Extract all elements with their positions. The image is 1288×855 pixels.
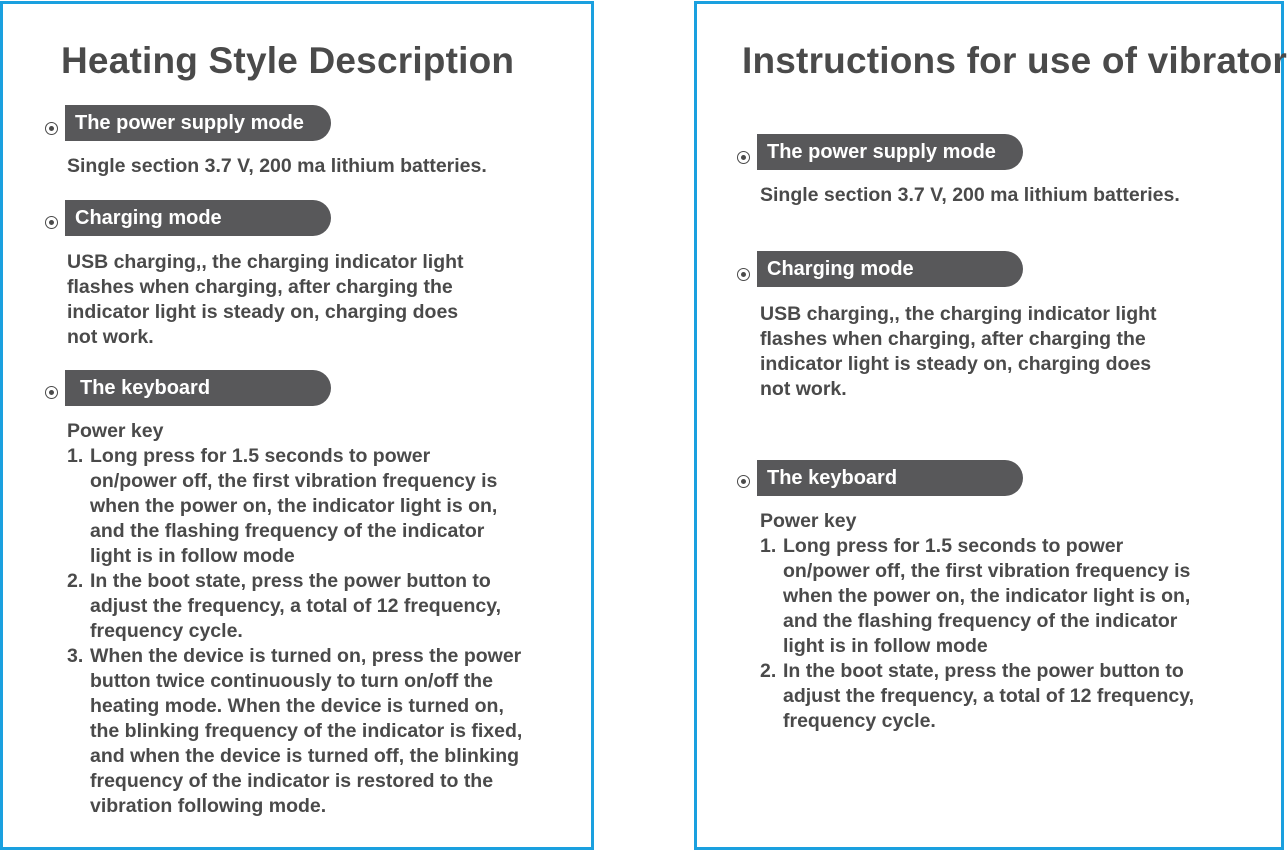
list-item: 3. When the device is turned on, press the power button twice continuously to turn on/off the heating mode. When the device is turned on, the blinking frequency of the indicator is fixed, and when the device is turned off, the blinking frequency of the indicator is restored to the vibration following mode. bbox=[67, 645, 523, 817]
charging-text: USB charging,, the charging indicator light flashes when charging, after charging the indicator light is steady on, charging does not work. bbox=[67, 251, 464, 348]
keyboard-list bbox=[760, 534, 1260, 734]
list-item: 2. In the boot state, press the power button to adjust the frequency, a total of 12 frequency, frequency cycle. bbox=[760, 660, 1195, 732]
panel-title: Heating Style Description bbox=[61, 40, 515, 81]
keyboard-list bbox=[67, 444, 567, 819]
radio-bullet-icon bbox=[737, 151, 750, 164]
section-label-keyboard: The keyboard bbox=[757, 460, 1023, 496]
vibrator-instructions-panel bbox=[694, 1, 1288, 850]
radio-bullet-icon bbox=[45, 216, 58, 229]
power-supply-text: Single section 3.7 V, 200 ma lithium batteries. bbox=[67, 155, 487, 177]
panel-title: Instructions for use of vibrator bbox=[742, 40, 1288, 81]
power-key-heading: Power key bbox=[760, 510, 857, 532]
list-item: 2. In the boot state, press the power button to adjust the frequency, a total of 12 frequency, frequency cycle. bbox=[67, 570, 502, 642]
radio-bullet-icon bbox=[45, 122, 58, 135]
radio-bullet-icon bbox=[737, 475, 750, 488]
section-label-charging: Charging mode bbox=[757, 251, 1023, 287]
list-item: 1. Long press for 1.5 seconds to power on/power off, the first vibration frequency is when the power on, the indicator light is on, and the flashing frequency of the indicator light is in follow mode bbox=[760, 535, 1191, 657]
charging-text: USB charging,, the charging indicator light flashes when charging, after charging the indicator light is steady on, charging does not work. bbox=[760, 303, 1157, 400]
radio-bullet-icon bbox=[737, 268, 750, 281]
section-label-power-supply: The power supply mode bbox=[757, 134, 1023, 170]
section-label-keyboard: The keyboard bbox=[65, 370, 331, 406]
section-label-power-supply: The power supply mode bbox=[65, 105, 331, 141]
heating-style-panel bbox=[0, 1, 594, 850]
radio-bullet-icon bbox=[45, 386, 58, 399]
section-label-charging: Charging mode bbox=[65, 200, 331, 236]
list-item: 1. Long press for 1.5 seconds to power on/power off, the first vibration frequency is when the power on, the indicator light is on, and the flashing frequency of the indicator light is in follow mode bbox=[67, 445, 498, 567]
power-supply-text: Single section 3.7 V, 200 ma lithium batteries. bbox=[760, 184, 1180, 206]
power-key-heading: Power key bbox=[67, 420, 164, 442]
